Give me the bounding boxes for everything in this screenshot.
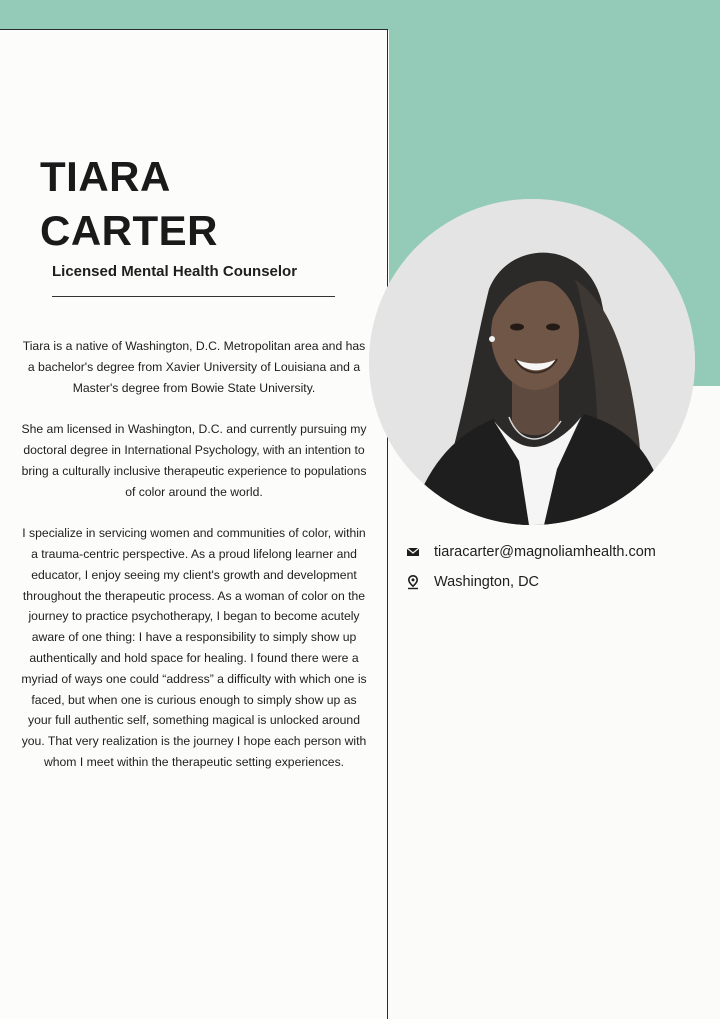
contact-location: [405, 574, 539, 590]
counselor-name: [40, 150, 218, 258]
bio-paragraph: She am licensed in Washington, D.C. and currently pursuing my doctoral degree in International Psychology, with an intention to bring a culturally inclusive therapeutic experience to populations of color around the world.: [21, 422, 367, 499]
bio-paragraph: Tiara is a native of Washington, D.C. Metropolitan area and has a bachelor's degree from Xavier University of Louisiana and a Master's degree from Bowie State University.: [22, 339, 366, 395]
envelope-icon: [405, 544, 421, 560]
contact-email[interactable]: [405, 544, 656, 560]
bio-paragraph: I specialize in servicing women and communities of color, within a trauma-centric perspective. As a proud lifelong learner and educator, I enjoy seeing my client's growth and development throughout the therapeutic process. As a woman of color on the journey to practice psychotherapy, I began to become acutely aware of one thing: I have a responsibility to simply show up authentically and hold space for healing. I found there were a myriad of ways one could “address” a difficulty with which one is faced, but when one is curious enough to simply show up as your full authentic self, something magical is unlocked around you. That very realization is the journey I hope each person with whom I meet within the therapeutic setting experiences.: [21, 526, 367, 769]
job-title: Licensed Mental Health Counselor: [52, 263, 298, 280]
title-divider: [52, 296, 335, 297]
profile-photo: [369, 199, 695, 525]
location-text: Washington, DC: [434, 574, 540, 590]
last-name: CARTER: [40, 207, 218, 254]
portrait-illustration: [369, 199, 695, 525]
first-name: TIARA: [40, 153, 171, 200]
email-text[interactable]: tiaracarter@magnoliamhealth.com: [434, 544, 656, 560]
map-pin-icon: [405, 574, 421, 590]
bio: [20, 336, 368, 794]
